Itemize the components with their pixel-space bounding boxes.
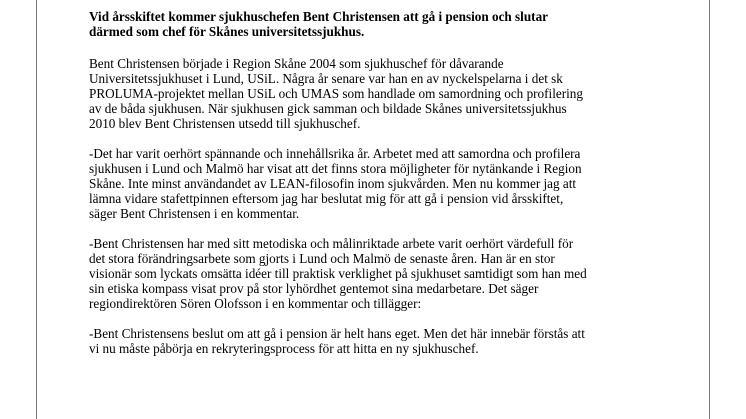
page-edge-right	[709, 0, 710, 419]
article-paragraph-3: -Bent Christensen har med sitt metodiska och målinriktade arbete varit oerhört värdefull för det stora förändringsarbete som gjorts i Lund och Malmö de senaste åren. Han är en stor visionär som lyckats omsätta idéer till praktisk verklighet på sjukhuset samtidigt som han med sin etiska kompass visat prov på stor lyhördhet gentemot sina medarbetare. Det säger regiondirektören Sören Olofsson i en kommentar och tillägger:	[89, 236, 587, 311]
article-lead: Vid årsskiftet kommer sjukhuschefen Bent Christensen att gå i pension och slutar därmed som chef för Skånes universitetssjukhus.	[89, 9, 549, 39]
article-body	[89, 9, 689, 371]
article-paragraph-4: -Bent Christensens beslut om att gå i pension är helt hans eget. Men det här innebär förstås att vi nu måste påbörja en rekryteringsprocess för att hitta en ny sjukhuschef.	[89, 326, 585, 356]
page-edge-left	[36, 0, 37, 419]
article-paragraph-2: -Det har varit oerhört spännande och innehållsrika år. Arbetet med att samordna och profilera sjukhusen i Lund och Malmö har visat att det finns stora möjligheter för nytänkande i Region Skåne. Inte minst användandet av LEAN-filosofin inom sjukvården. Men nu kommer jag att lämna vidare stafettpinnen eftersom jag har beslutat mig för att gå i pension vid årsskiftet, säger Bent Christensen i en kommentar.	[89, 146, 582, 221]
article-paragraph-1: Bent Christensen började i Region Skåne 2004 som sjukhuschef för dåvarande Universitetssjukhuset i Lund, USiL. Några år senare var han en av nyckelspelarna i det sk PROLUMA-projektet mellan USiL och UMAS som handlade om samordning och profilering av de båda sjukhusen. När sjukhusen gick samman och bildade Skånes universitetssjukhus 2010 blev Bent Christensen utsedd till sjukhuschef.	[89, 56, 583, 131]
